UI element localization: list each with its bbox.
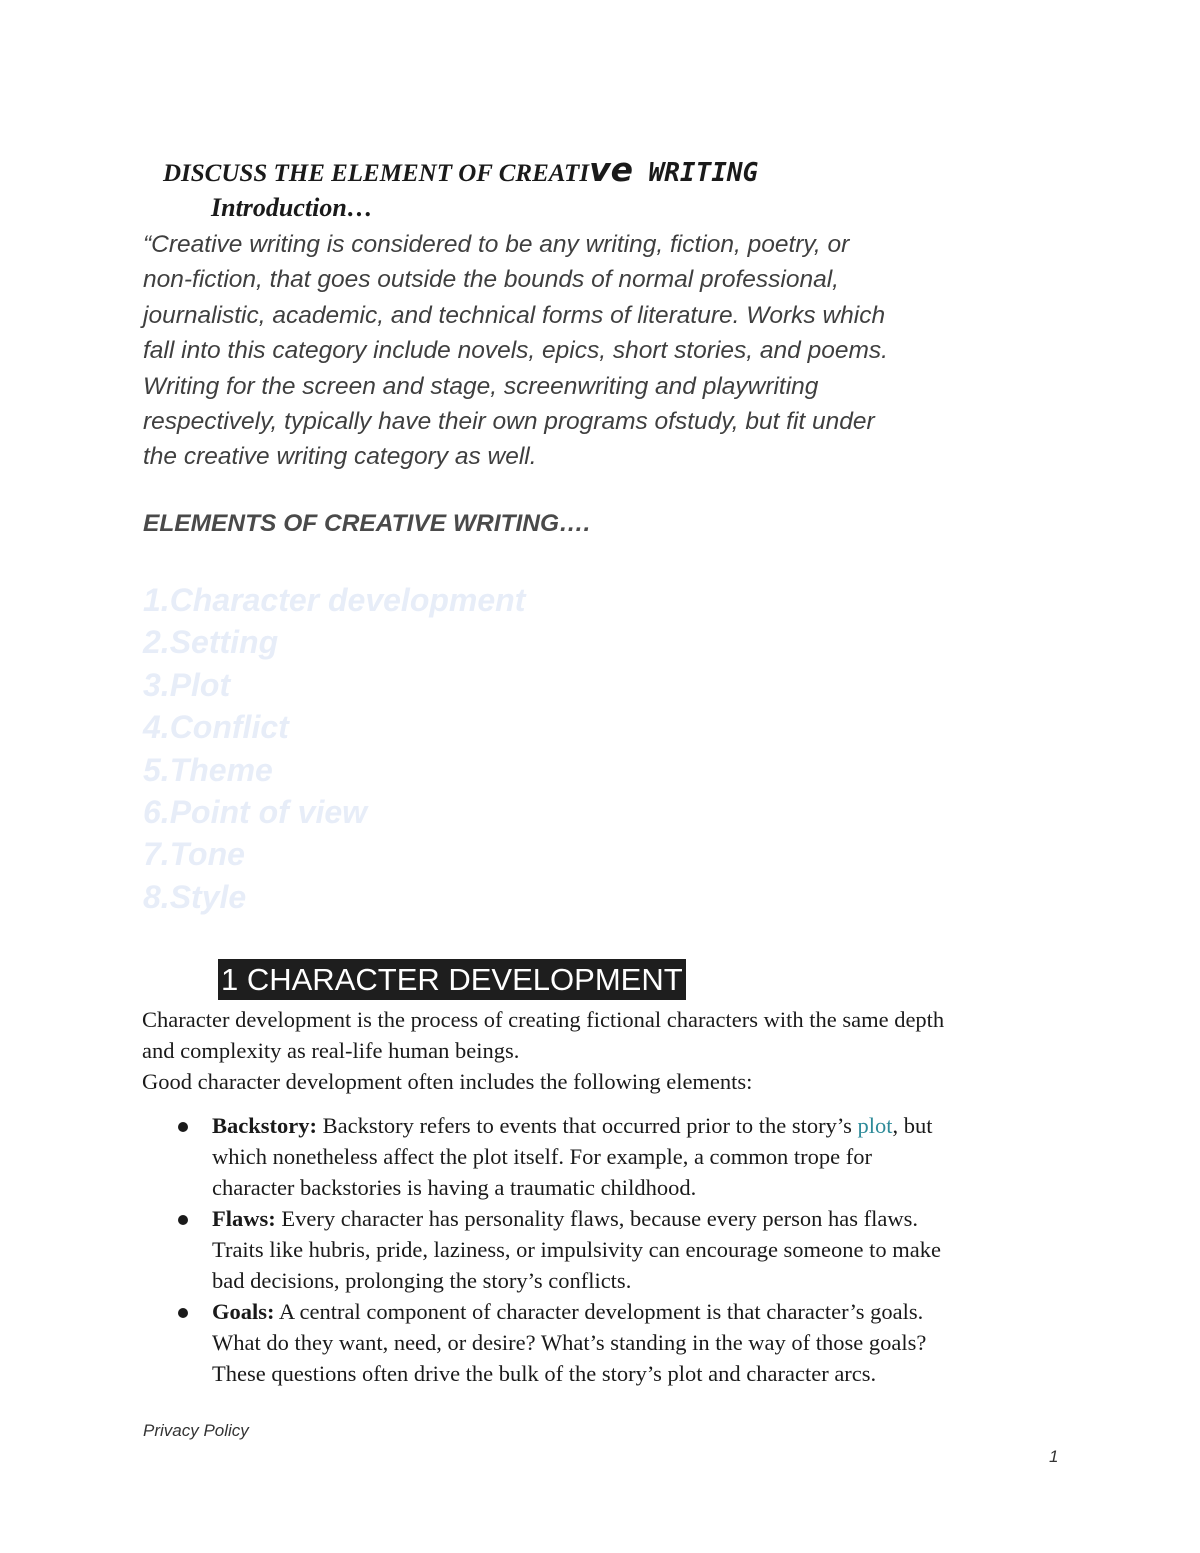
- quote-line: journalistic, academic, and technical forms of literature. Works which: [143, 301, 886, 329]
- element-item: 7.Tone: [143, 836, 245, 873]
- bullet-term: Backstory:: [212, 1113, 317, 1138]
- quote-line: non-fiction, that goes outside the bounds of normal professional,: [143, 266, 839, 294]
- bullet-term: Goals:: [212, 1299, 275, 1324]
- elements-intro-paragraph: Good character development often includes the following elements:: [142, 1069, 753, 1094]
- element-item: 1.Character development: [143, 582, 526, 618]
- paragraph-line: Character development is the process of creating fictional characters with the same depth: [142, 1007, 945, 1032]
- privacy-policy-link[interactable]: Privacy Policy: [143, 1421, 249, 1440]
- bullet-dot-icon: [178, 1215, 188, 1225]
- paragraph-line: and complexity as real-life human beings.: [142, 1038, 520, 1063]
- title-part-1: DISCUSS THE ELEMENT OF CREATI: [163, 160, 590, 187]
- bullet-text: Backstory refers to events that occurred prior to the story’s: [317, 1113, 858, 1138]
- elements-list: [143, 579, 525, 918]
- elements-heading: ELEMENTS OF CREATIVE WRITING….: [143, 510, 591, 537]
- bullet-backstory: [175, 1110, 941, 1203]
- element-item: 6.Point of view: [143, 794, 368, 831]
- element-item: 3.Plot: [143, 666, 231, 703]
- bullet-term: Flaws:: [212, 1206, 276, 1231]
- title-part-2: ve: [589, 150, 633, 189]
- bullet-text: , but: [892, 1113, 933, 1138]
- bullet-text: bad decisions, prolonging the story’s conflicts.: [212, 1268, 632, 1293]
- introduction-label: Introduction…: [211, 193, 373, 222]
- intro-quote: [143, 227, 1063, 475]
- element-item: 2.Setting: [143, 624, 279, 661]
- quote-line: “Creative writing is considered to be any writing, fiction, poetry, or: [143, 231, 850, 258]
- bullet-dot-icon: [178, 1122, 188, 1132]
- bullet-text: which nonetheless affect the plot itself. For example, a common trope for: [212, 1144, 873, 1169]
- quote-line: respectively, typically have their own programs ofstudy, but fit under: [143, 408, 875, 436]
- element-item: 4.Conflict: [143, 709, 289, 746]
- bullet-list: [175, 1110, 941, 1389]
- bullet-text: character backstories is having a traumatic childhood.: [212, 1175, 697, 1200]
- element-item: 8.Style: [143, 878, 247, 915]
- bullet-goals: [175, 1296, 941, 1389]
- bullet-dot-icon: [178, 1308, 188, 1318]
- bullet-text: These questions often drive the bulk of the story’s plot and character arcs.: [212, 1361, 877, 1386]
- section-heading: 1 CHARACTER DEVELOPMENT: [218, 959, 686, 1000]
- bullet-text: Traits like hubris, pride, laziness, or impulsivity can encourage someone to make: [212, 1237, 942, 1262]
- element-item: 5.Theme: [143, 751, 273, 788]
- bullet-flaws: [175, 1203, 941, 1296]
- bullet-text: What do they want, need, or desire? What’s standing in the way of those goals?: [212, 1330, 927, 1355]
- quote-line: fall into this category include novels, epics, short stories, and poems.: [143, 337, 888, 365]
- character-development-paragraph: [142, 1004, 944, 1066]
- title-part-3: WRITING: [632, 158, 759, 188]
- bullet-text: Every character has personality flaws, because every person has flaws.: [275, 1206, 918, 1231]
- quote-line: Writing for the screen and stage, screenwriting and playwriting: [143, 372, 819, 400]
- page-number: 1: [1049, 1447, 1059, 1466]
- document-title: [163, 150, 758, 189]
- plot-link[interactable]: plot: [857, 1113, 893, 1138]
- quote-line: the creative writing category as well.: [143, 443, 537, 471]
- bullet-text: A central component of character development is that character’s goals.: [274, 1299, 924, 1324]
